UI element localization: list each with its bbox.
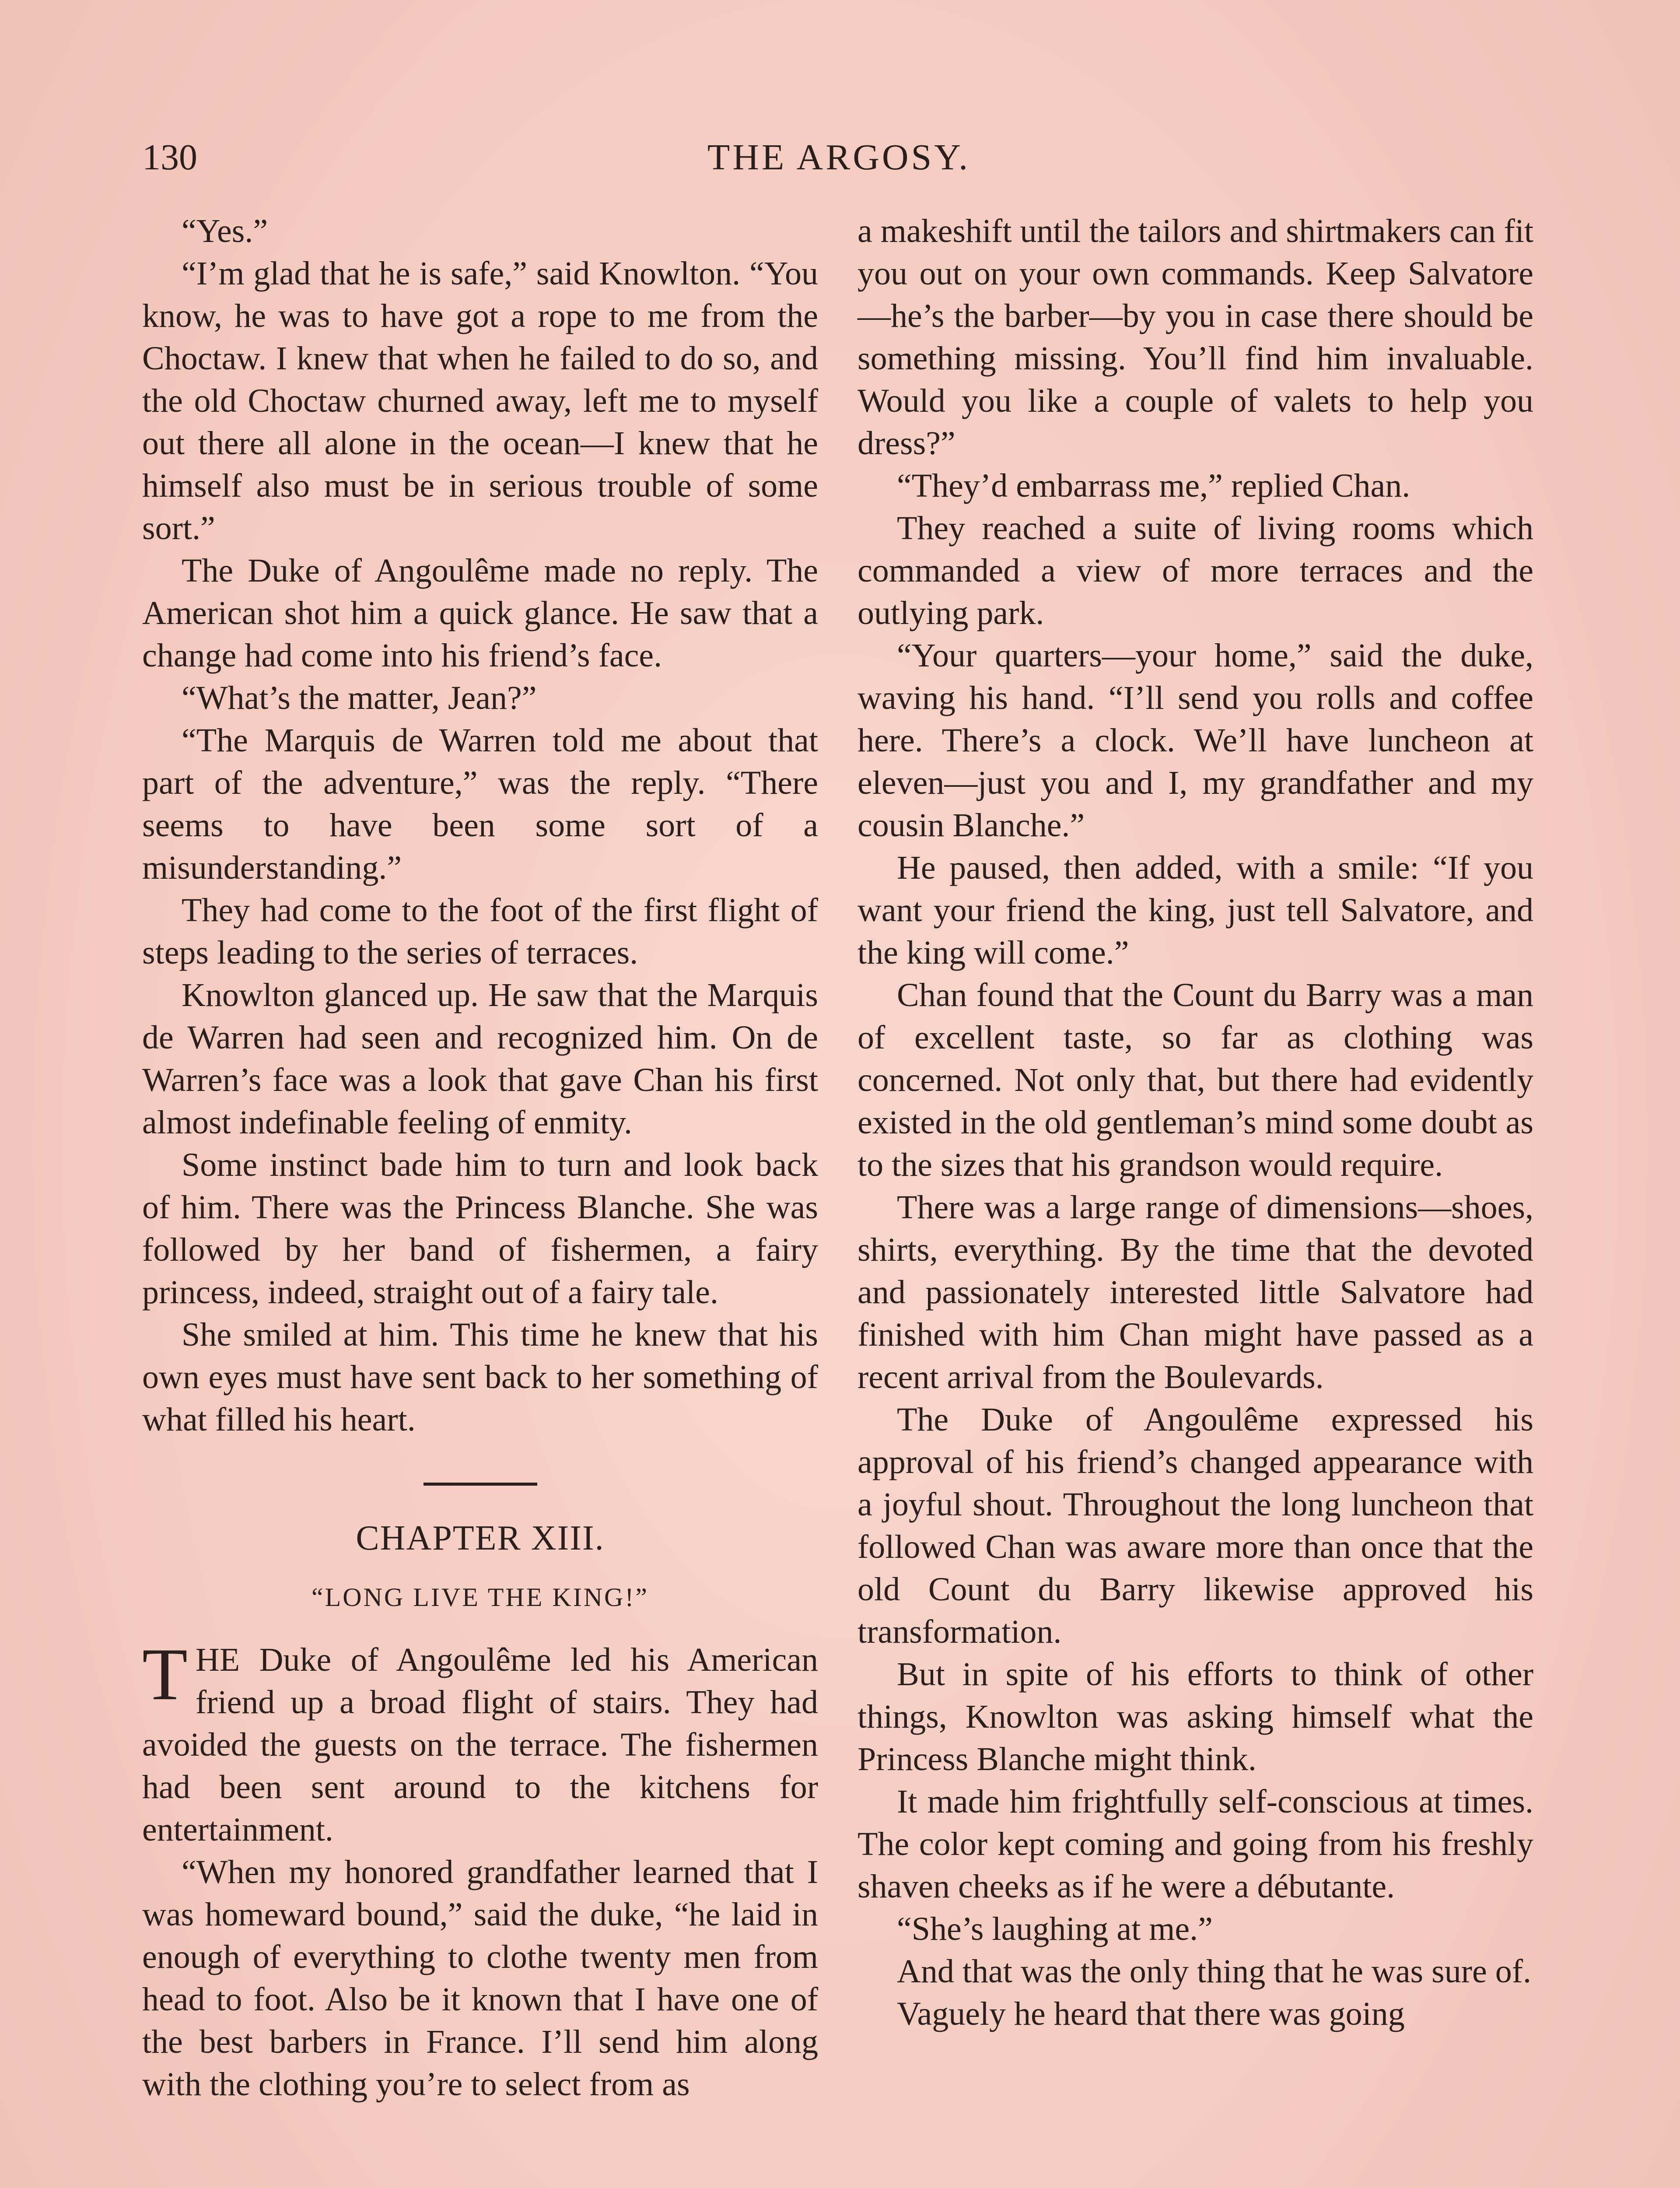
paragraph: “When my honored grandfather learned that I was homeward bound,” said the duke, “he laid in enough of everything to clothe twenty men from head to foot. Also be it known that I have one of the best barbers in France. I’ll send him along with the clothing you’re to select from as	[142, 1854, 818, 2103]
paragraph-continuation: a makeshift until the tailors and shirtmakers can fit you out on your own commands. Keep Salvatore—he’s the barber—by you in case there should be something missing. You’ll find him invaluable. Would you like a couple of valets to help you dress?”	[858, 213, 1533, 462]
paragraph: It made him frightfully self-conscious at times. The color kept coming and going from his freshly shaven cheeks as if he were a débutante.	[858, 1783, 1533, 1905]
paragraph: And that was the only thing that he was sure of.	[897, 1953, 1532, 1990]
chapter-subtitle: “LONG LIVE THE KING!”	[311, 1583, 649, 1612]
paragraph: He paused, then added, with a smile: “If you want your friend the king, just tell Salvatore, and the king will come.”	[858, 849, 1533, 971]
page-number: 130	[142, 137, 197, 178]
paragraph: “They’d embarrass me,” replied Chan.	[897, 467, 1410, 504]
paragraph: The Duke of Angoulême expressed his approval of his friend’s changed appearance with a joyful shout. Throughout the long luncheon that followed Chan was aware more than once that the old Count du Barry likewise approved his transformation.	[858, 1401, 1533, 1650]
right-column	[858, 210, 1533, 2035]
left-column	[142, 210, 818, 2106]
drop-cap: T	[142, 1633, 188, 1715]
paragraph: She smiled at him. This time he knew that his own eyes must have sent back to her something of what filled his heart.	[142, 1316, 818, 1438]
paragraph: They had come to the foot of the first flight of steps leading to the series of terraces.	[142, 892, 818, 971]
paragraph: Some instinct bade him to turn and look back of him. There was the Princess Blanche. She was followed by her band of fishermen, a fairy princess, indeed, straight out of a fairy tale.	[142, 1147, 818, 1311]
paragraph: Chan found that the Count du Barry was a man of excellent taste, so far as clothing was concerned. Not only that, but there had evidently existed in the old gentleman’s mind some doubt as to the sizes that his grandson would require.	[858, 977, 1533, 1183]
paragraph: “The Marquis de Warren told me about that part of the adventure,” was the reply. “There seems to have been some sort of a misunderstanding.”	[142, 722, 818, 886]
paragraph: “What’s the matter, Jean?”	[182, 680, 537, 716]
paragraph: They reached a suite of living rooms which commanded a view of more terraces and the outlying park.	[858, 510, 1533, 631]
chapter-opening-text: HE Duke of Angoulême led his American friend up a broad flight of stairs. They had avoided the guests on the terrace. The fishermen had been sent around to the kitchens for entertainment.	[142, 1641, 818, 1848]
paragraph: There was a large range of dimensions—shoes, shirts, everything. By the time that the devoted and passionately interested little Salvatore had finished with him Chan might have passed as a recent arrival from the Boulevards.	[858, 1189, 1533, 1396]
running-title: THE ARGOSY.	[707, 137, 971, 178]
paragraph: “Your quarters—your home,” said the duke, waving his hand. “I’ll send you rolls and coffee here. There’s a clock. We’ll have luncheon at eleven—just you and I, my grandfather and my cousin Blanche.”	[858, 637, 1533, 844]
paragraph: “Yes.”	[182, 213, 268, 249]
paragraph: The Duke of Angoulême made no reply. The American shot him a quick glance. He saw that a change had come into his friend’s face.	[142, 552, 818, 674]
page-header	[142, 131, 1536, 184]
chapter-divider	[424, 1483, 537, 1486]
paragraph: But in spite of his efforts to think of other things, Knowlton was asking himself what the Princess Blanche might think.	[858, 1656, 1533, 1778]
paragraph: “I’m glad that he is safe,” said Knowlton. “You know, he was to have got a rope to me from the Choctaw. I knew that when he failed to do so, and the old Choctaw churned away, left me to myself out there all alone in the ocean—I knew that he himself also must be in serious trouble of some sort.”	[142, 255, 818, 547]
chapter-opening-paragraph	[142, 1633, 818, 1851]
paragraph: Knowlton glanced up. He saw that the Marquis de Warren had seen and recognized him. On de Warren’s face was a look that gave Chan his first almost indefinable feeling of enmity.	[142, 977, 818, 1141]
chapter-heading: CHAPTER XIII.	[356, 1519, 605, 1557]
paragraph: Vaguely he heard that there was going	[897, 1995, 1405, 2032]
paragraph: “She’s laughing at me.”	[897, 1911, 1213, 1947]
